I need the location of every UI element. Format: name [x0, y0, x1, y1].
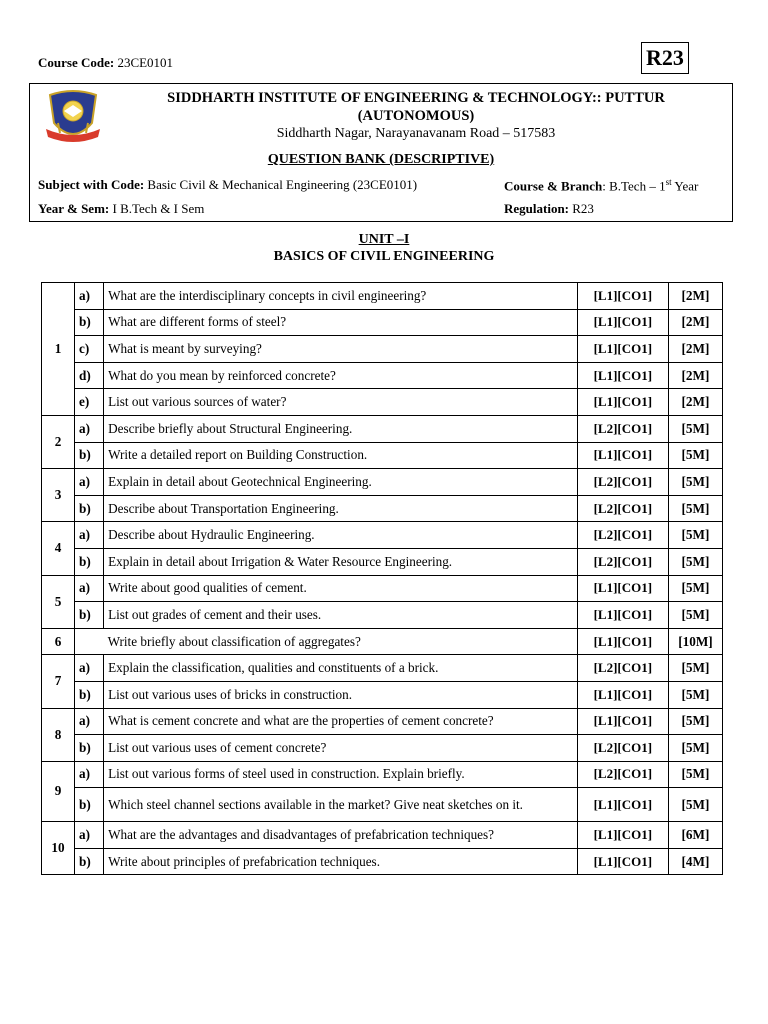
question-text: Write a detailed report on Building Construction.: [104, 442, 578, 469]
question-part-label: b): [75, 735, 104, 762]
question-text: List out various uses of cement concrete?: [104, 735, 578, 762]
bloom-level-co: [L2][CO1]: [577, 735, 668, 762]
question-number: 3: [42, 469, 75, 522]
question-marks: [2M]: [668, 309, 722, 336]
question-text: Write briefly about classification of aggregates?: [104, 628, 578, 655]
course-branch: [504, 177, 698, 194]
subject-row: [38, 177, 722, 193]
question-text: What are the advantages and disadvantages of prefabrication techniques?: [104, 822, 578, 849]
question-number: 7: [42, 655, 75, 708]
question-row: [42, 336, 723, 363]
question-part-label: a): [75, 655, 104, 682]
question-text: List out grades of cement and their uses.: [104, 602, 578, 629]
question-row: [42, 283, 723, 310]
question-row: [42, 848, 723, 875]
question-marks: [5M]: [668, 655, 722, 682]
question-row: [42, 602, 723, 629]
question-part-label: [75, 628, 104, 655]
question-text: List out various forms of steel used in construction. Explain briefly.: [104, 761, 578, 788]
document-title: QUESTION BANK (DESCRIPTIVE): [267, 152, 495, 167]
subject-value: Basic Civil & Mechanical Engineering (23CE0101): [147, 177, 418, 192]
question-text: Describe about Hydraulic Engineering.: [104, 522, 578, 549]
question-marks: [2M]: [668, 389, 722, 416]
year-sem-label: Year & Sem:: [38, 201, 110, 216]
question-marks: [10M]: [668, 628, 722, 655]
question-number: 8: [42, 708, 75, 761]
subject-label: Subject with Code:: [38, 177, 145, 192]
institute-header: [29, 83, 733, 222]
question-text: What is meant by surveying?: [104, 336, 578, 363]
bloom-level-co: [L1][CO1]: [577, 602, 668, 629]
bloom-level-co: [L2][CO1]: [577, 548, 668, 575]
course-branch-suffix: Year: [671, 178, 699, 194]
bloom-level-co: [L2][CO1]: [577, 469, 668, 496]
regulation-info: [504, 201, 594, 217]
question-text: What is cement concrete and what are the properties of cement concrete?: [104, 708, 578, 735]
question-row: [42, 362, 723, 389]
bloom-level-co: [L1][CO1]: [577, 628, 668, 655]
bloom-level-co: [L1][CO1]: [577, 309, 668, 336]
bloom-level-co: [L2][CO1]: [577, 415, 668, 442]
question-number: 4: [42, 522, 75, 575]
course-branch-sup: st: [665, 177, 672, 187]
question-text: Explain in detail about Geotechnical Engineering.: [104, 469, 578, 496]
question-text: Write about principles of prefabrication techniques.: [104, 848, 578, 875]
question-part-label: e): [75, 389, 104, 416]
course-branch-prefix: : B.Tech – 1: [602, 178, 666, 194]
question-part-label: b): [75, 309, 104, 336]
institute-logo-icon: [42, 89, 104, 145]
regulation-label: Regulation:: [504, 201, 569, 216]
question-row: [42, 575, 723, 602]
question-number: 6: [42, 628, 75, 655]
question-marks: [4M]: [668, 848, 722, 875]
question-row: [42, 522, 723, 549]
question-part-label: b): [75, 442, 104, 469]
question-marks: [2M]: [668, 336, 722, 363]
unit-label: UNIT –I: [358, 232, 410, 247]
question-row: [42, 309, 723, 336]
question-part-label: a): [75, 708, 104, 735]
question-part-label: a): [75, 822, 104, 849]
question-part-label: d): [75, 362, 104, 389]
question-row: [42, 708, 723, 735]
question-row: [42, 822, 723, 849]
question-row: [42, 442, 723, 469]
question-marks: [6M]: [668, 822, 722, 849]
question-part-label: c): [75, 336, 104, 363]
bloom-level-co: [L1][CO1]: [577, 362, 668, 389]
unit-title: BASICS OF CIVIL ENGINEERING: [273, 249, 495, 264]
question-marks: [5M]: [668, 495, 722, 522]
question-text: Describe briefly about Structural Engineering.: [104, 415, 578, 442]
question-marks: [5M]: [668, 548, 722, 575]
question-table: [41, 282, 723, 875]
question-row: [42, 495, 723, 522]
bloom-level-co: [L1][CO1]: [577, 389, 668, 416]
institute-name-line2: (AUTONOMOUS): [357, 108, 475, 124]
question-number: 2: [42, 415, 75, 468]
question-number: 1: [42, 283, 75, 416]
course-branch-label: Course & Branch: [504, 178, 603, 194]
question-text: What do you mean by reinforced concrete?: [104, 362, 578, 389]
bloom-level-co: [L2][CO1]: [577, 522, 668, 549]
question-text: List out various sources of water?: [104, 389, 578, 416]
bloom-level-co: [L1][CO1]: [577, 708, 668, 735]
regulation-value: R23: [572, 201, 594, 216]
question-part-label: b): [75, 788, 104, 822]
question-marks: [5M]: [668, 415, 722, 442]
question-row: [42, 469, 723, 496]
question-part-label: a): [75, 761, 104, 788]
question-marks: [5M]: [668, 761, 722, 788]
question-marks: [5M]: [668, 708, 722, 735]
question-marks: [5M]: [668, 735, 722, 762]
question-part-label: b): [75, 681, 104, 708]
question-row: [42, 548, 723, 575]
question-marks: [5M]: [668, 602, 722, 629]
question-part-label: a): [75, 469, 104, 496]
question-row: [42, 681, 723, 708]
bloom-level-co: [L1][CO1]: [577, 822, 668, 849]
question-row: [42, 788, 723, 822]
bloom-level-co: [L1][CO1]: [577, 788, 668, 822]
bloom-level-co: [L1][CO1]: [577, 681, 668, 708]
bloom-level-co: [L2][CO1]: [577, 655, 668, 682]
course-code-value: 23CE0101: [117, 55, 174, 70]
institute-name: [100, 89, 732, 125]
year-sem-row: [38, 201, 722, 217]
question-table-body: [42, 283, 723, 875]
question-row: [42, 415, 723, 442]
course-code: [38, 55, 173, 71]
bloom-level-co: [L1][CO1]: [577, 283, 668, 310]
question-part-label: a): [75, 415, 104, 442]
question-row: [42, 389, 723, 416]
bloom-level-co: [L2][CO1]: [577, 495, 668, 522]
institute-address: Siddharth Nagar, Narayanavanam Road – 517583: [276, 126, 556, 141]
year-sem-value: I B.Tech & I Sem: [112, 201, 205, 216]
question-marks: [2M]: [668, 362, 722, 389]
question-marks: [5M]: [668, 442, 722, 469]
question-text: Which steel channel sections available in the market? Give neat sketches on it.: [104, 788, 578, 822]
question-marks: [5M]: [668, 522, 722, 549]
question-part-label: b): [75, 602, 104, 629]
question-number: 5: [42, 575, 75, 628]
question-text: Write about good qualities of cement.: [104, 575, 578, 602]
question-row: [42, 761, 723, 788]
bloom-level-co: [L1][CO1]: [577, 575, 668, 602]
question-text: Explain in detail about Irrigation & Water Resource Engineering.: [104, 548, 578, 575]
question-marks: [5M]: [668, 681, 722, 708]
bloom-level-co: [L1][CO1]: [577, 848, 668, 875]
bloom-level-co: [L1][CO1]: [577, 442, 668, 469]
question-row: [42, 655, 723, 682]
question-text: What are the interdisciplinary concepts in civil engineering?: [104, 283, 578, 310]
question-row: [42, 628, 723, 655]
question-text: Describe about Transportation Engineering.: [104, 495, 578, 522]
bloom-level-co: [L1][CO1]: [577, 336, 668, 363]
unit-heading: [0, 231, 768, 265]
regulation-badge: R23: [641, 42, 689, 74]
question-part-label: b): [75, 495, 104, 522]
question-part-label: a): [75, 575, 104, 602]
course-code-label: Course Code:: [38, 55, 115, 70]
bloom-level-co: [L2][CO1]: [577, 761, 668, 788]
institute-name-line1: SIDDHARTH INSTITUTE OF ENGINEERING & TECHNOLOGY:: PUTTUR: [167, 90, 665, 106]
question-part-label: a): [75, 283, 104, 310]
question-marks: [5M]: [668, 788, 722, 822]
question-marks: [2M]: [668, 283, 722, 310]
question-marks: [5M]: [668, 469, 722, 496]
question-marks: [5M]: [668, 575, 722, 602]
question-number: 10: [42, 822, 75, 875]
question-part-label: a): [75, 522, 104, 549]
question-number: 9: [42, 761, 75, 822]
question-part-label: b): [75, 548, 104, 575]
question-row: [42, 735, 723, 762]
question-text: Explain the classification, qualities and constituents of a brick.: [104, 655, 578, 682]
question-text: List out various uses of bricks in construction.: [104, 681, 578, 708]
question-part-label: b): [75, 848, 104, 875]
question-text: What are different forms of steel?: [104, 309, 578, 336]
